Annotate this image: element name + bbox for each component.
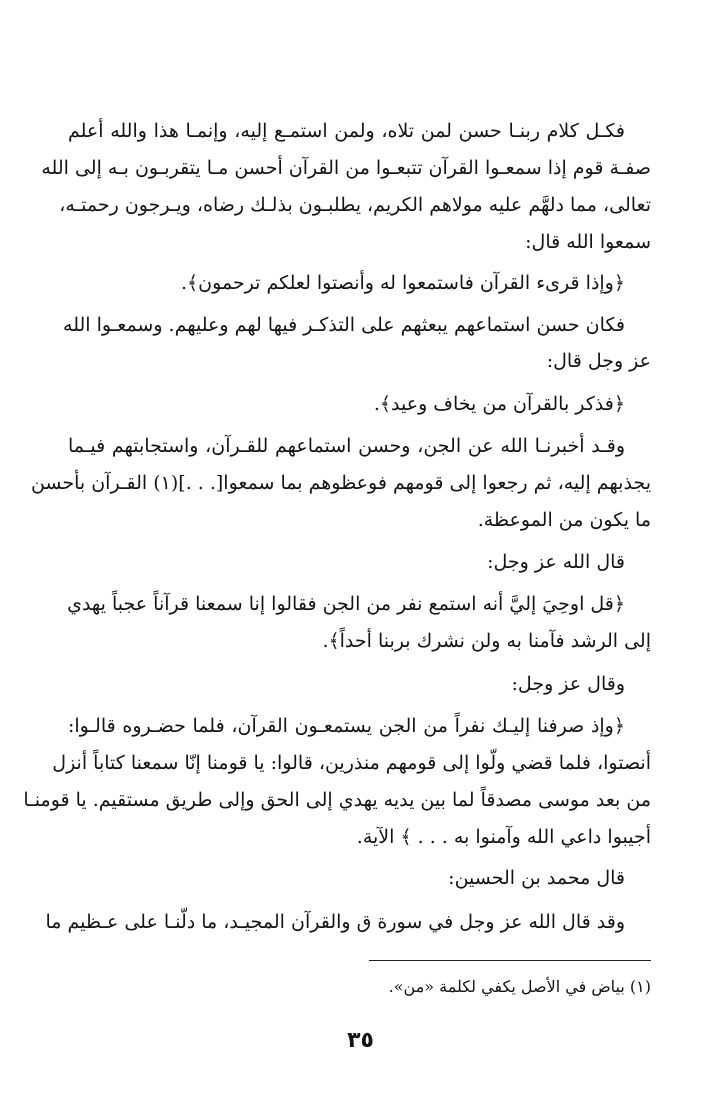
footnote: (١) بياض في الأصل يكفي لكلمة «من». xyxy=(388,977,651,996)
quran-verse-3-line-1: ﴿قل اوحِيَ إليَّ أنه استمع نفر من الجن فقالوا إنا سمعنا قرآناً عجباً يهدي xyxy=(67,593,625,615)
quran-verse-4-line-2: أنصتوا، فلما قضي ولّوا إلى قومهم منذرين، قالوا: يا قومنا إنّا سمعنا كتاباً أنزل xyxy=(52,752,651,774)
quran-verse-3-line-2: إلى الرشد فآمنا به ولن نشرك بربنا أحداً﴾. xyxy=(322,630,651,652)
body-line-10: يجذبهم إليه، ثم رجعوا إلى قومهم فوعظوهم بما سمعوا[. . .](١) القـرآن بأحسن xyxy=(30,472,651,494)
body-line-21: وقد قال الله عز وجل في سورة ق والقرآن المجيـد، ما دلّنـا على عـظيم ما xyxy=(45,911,625,933)
quran-verse-1: ﴿وإذا قرىء القرآن فاستمعوا له وأنصتوا لعلكم ترحمون﴾. xyxy=(181,272,625,294)
page-number: ٣٥ xyxy=(347,1028,374,1053)
quran-verse-4-line-1: ﴿وإذ صرفنا إليـك نفراً من الجن يستمعـون القرآن، فلما حضـروه قالـوا: xyxy=(68,715,625,737)
speaker-line-2: وقال عز وجل: xyxy=(511,673,625,695)
body-line-6: فكان حسن استماعهم يبعثهم على التذكـر فيها لهم وعليهم. وسمعـوا الله xyxy=(63,314,625,336)
speaker-line-3: قال محمد بن الحسين: xyxy=(448,867,625,889)
quran-verse-4-line-4: أجيبوا داعي الله وآمنوا به . . . ﴾ الآية. xyxy=(356,826,651,848)
body-line-7: عز وجل قال: xyxy=(546,350,651,372)
body-line-3: تعالى، مما دلهَّم عليه مولاهم الكريم، يطلبـون بذلـك رضاه، ويـرجون رحمتـه، xyxy=(59,194,651,216)
body-line-1: فكـل كلام ربنـا حسن لمن تلاه، ولمن استمـع إليه، وإنمـا هذا والله أعلم xyxy=(68,120,625,142)
quran-verse-4-line-3: من بعد موسى مصدقاً لما بين يديه يهدي إلى الحق وإلى طريق مستقيم. يا قومنـا xyxy=(23,789,651,811)
body-line-9: وقـد أخبرنـا الله عن الجن، وحسن استماعهم للقـرآن، واستجابتهم فيـما xyxy=(68,435,625,457)
quran-verse-2: ﴿فذكر بالقرآن من يخاف وعيد﴾. xyxy=(373,393,625,415)
footnote-divider xyxy=(369,960,651,961)
speaker-line-1: قال الله عز وجل: xyxy=(487,551,625,573)
body-line-4: سمعوا الله قال: xyxy=(525,231,651,253)
body-line-11: ما يكون من الموعظة. xyxy=(477,509,651,531)
body-line-2: صفـة قوم إذا سمعـوا القرآن تتبعـوا من القرآن أحسن مـا يتقربـون بـه إلى الله xyxy=(41,157,651,179)
